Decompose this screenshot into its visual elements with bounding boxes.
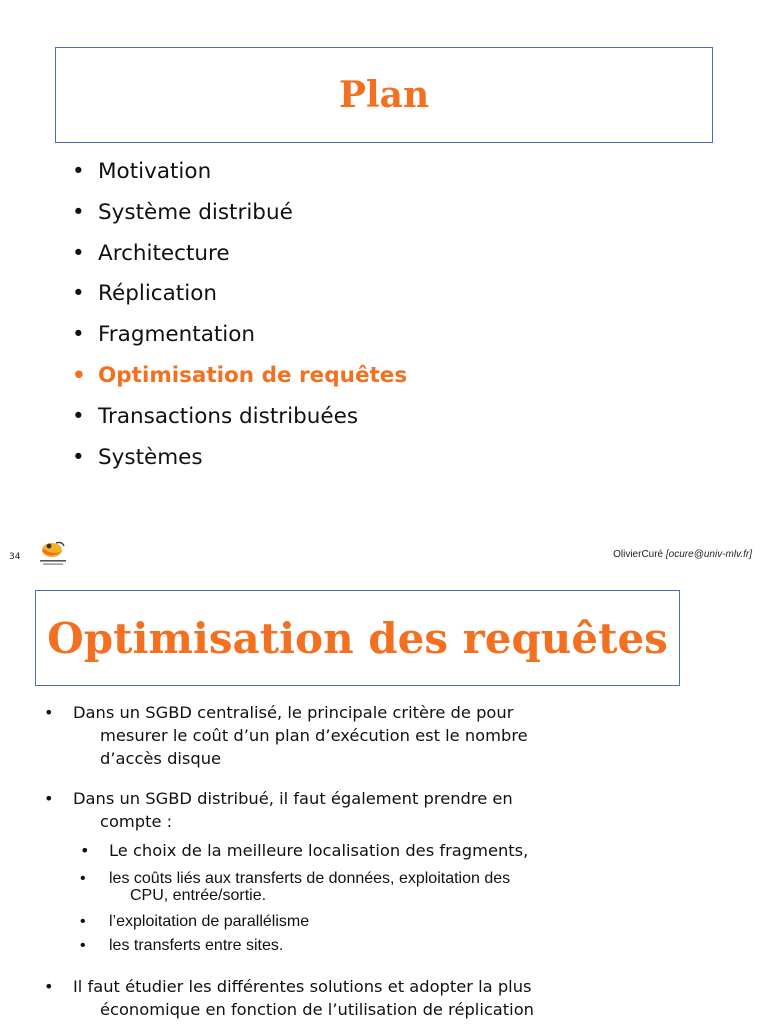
title-box bbox=[55, 47, 713, 143]
sub-bullet-text: l’exploitation de parallélisme bbox=[109, 913, 310, 930]
university-logo-icon bbox=[34, 539, 74, 569]
bullet-icon: • bbox=[80, 913, 86, 930]
list-item-label: Système distribué bbox=[98, 199, 293, 225]
sub-bullet-text: les transferts entre sites. bbox=[109, 937, 284, 954]
bullet-icon: • bbox=[72, 199, 85, 225]
bullet-line: Dans un SGBD distribué, il faut également prendre en bbox=[73, 789, 513, 808]
bullet-icon: • bbox=[44, 789, 54, 808]
list-item-label: Transactions distribuées bbox=[98, 403, 359, 429]
slide-optimisation bbox=[0, 575, 768, 1024]
list-item-label: Optimisation de requêtes bbox=[98, 362, 408, 388]
bullet-icon: • bbox=[44, 703, 54, 722]
bullet-icon: • bbox=[72, 322, 85, 348]
footer-author bbox=[613, 549, 752, 560]
list-item-label: Fragmentation bbox=[98, 322, 256, 348]
bullet-line: d’accès disque bbox=[100, 749, 222, 768]
list-item-label: Systèmes bbox=[98, 444, 203, 470]
bullet-icon: • bbox=[44, 977, 54, 996]
sub-bullet-text: Le choix de la meilleure localisation des fragments, bbox=[109, 841, 529, 860]
list-item bbox=[72, 278, 407, 319]
slide-title: Optimisation des requêtes bbox=[47, 613, 668, 663]
sub-bullet-text: CPU, entrée/sortie. bbox=[130, 887, 267, 904]
bullet-item bbox=[44, 976, 744, 1022]
list-item-active bbox=[72, 360, 407, 401]
bullet-icon: • bbox=[72, 444, 85, 470]
bullet-line: économique en fonction de l’utilisation de réplication bbox=[100, 1000, 534, 1019]
bullet-line: Il faut étudier les différentes solutions et adopter la plus bbox=[73, 977, 532, 996]
bullet-item bbox=[44, 702, 744, 772]
title-box bbox=[35, 590, 680, 686]
list-item-label: Motivation bbox=[98, 159, 212, 184]
bullet-icon: • bbox=[72, 159, 85, 184]
sub-bullet-text: les coûts liés aux transferts de données, exploitation des bbox=[109, 870, 511, 887]
bullet-line: compte : bbox=[100, 812, 173, 831]
bullet-icon: • bbox=[80, 870, 86, 887]
slide-title: Plan bbox=[338, 74, 430, 116]
list-item bbox=[72, 319, 407, 360]
bullet-line: mesurer le coût d’un plan d’exécution est le nombre bbox=[100, 726, 528, 745]
author-email: [ocure@univ-mlv.fr] bbox=[665, 549, 752, 560]
list-item bbox=[72, 238, 407, 279]
bullet-icon: • bbox=[72, 281, 85, 307]
list-item bbox=[72, 197, 407, 238]
bullet-icon: • bbox=[72, 403, 85, 429]
page-number: 34 bbox=[9, 552, 21, 562]
list-item-label: Réplication bbox=[98, 281, 217, 307]
list-item bbox=[72, 442, 407, 483]
list-item bbox=[72, 156, 407, 197]
bullet-icon: • bbox=[72, 240, 85, 266]
list-item bbox=[72, 401, 407, 442]
bullet-icon: • bbox=[72, 362, 86, 388]
author-name: OlivierCuré bbox=[613, 549, 664, 560]
bullet-icon: • bbox=[80, 841, 90, 860]
bullet-line: Dans un SGBD centralisé, le principale critère de pour bbox=[73, 703, 514, 722]
bullet-icon: • bbox=[80, 937, 86, 954]
bullet-item bbox=[44, 788, 744, 834]
plan-list bbox=[72, 156, 407, 482]
list-item-label: Architecture bbox=[98, 240, 230, 266]
